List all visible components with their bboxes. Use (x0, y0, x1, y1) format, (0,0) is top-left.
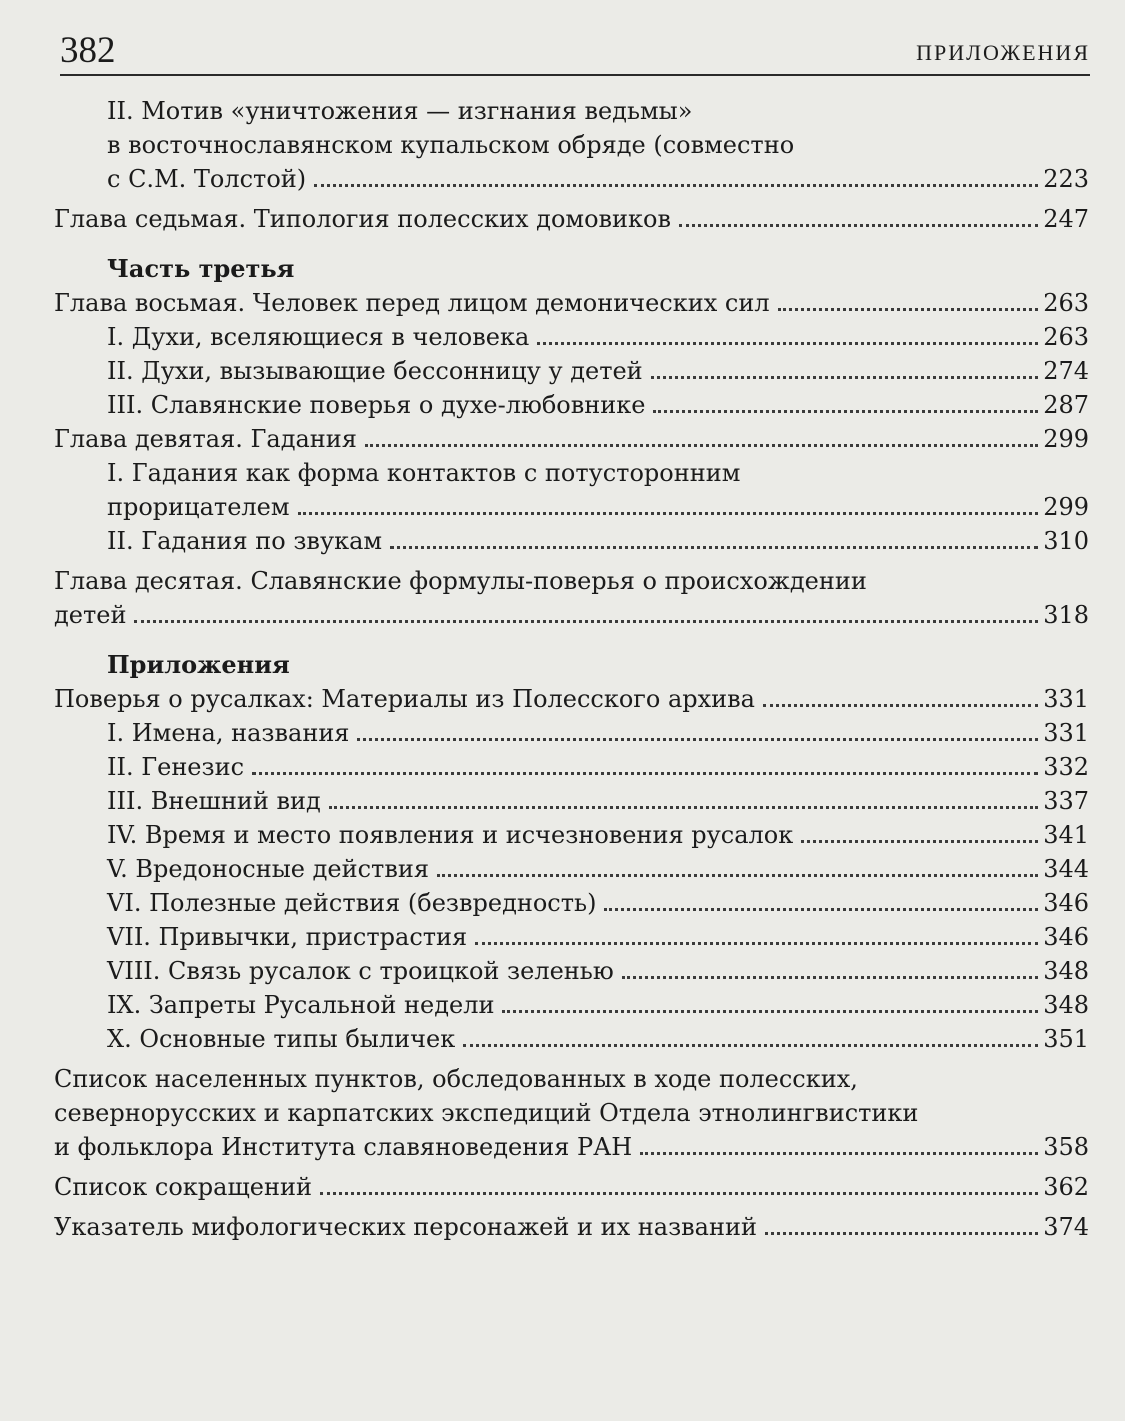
toc-entry (54, 886, 1089, 920)
toc-entry (54, 1022, 1089, 1056)
toc-page-number: 346 (1043, 923, 1089, 951)
dot-leader (640, 1152, 1038, 1155)
toc-page-number: 344 (1043, 855, 1089, 883)
dot-leader (679, 224, 1038, 227)
toc-entry-title: IX. Запреты Русальной недели (107, 991, 495, 1019)
toc-entry (54, 202, 1089, 236)
dot-leader (622, 976, 1038, 979)
toc-entry (54, 94, 1089, 196)
toc-entry-title: II. Гадания по звукам (107, 527, 383, 555)
toc-entry (54, 750, 1089, 784)
toc-entry (54, 286, 1089, 320)
page-number: 382 (60, 30, 116, 71)
dot-leader (357, 738, 1038, 741)
dot-leader (314, 184, 1038, 187)
toc-page-number: 247 (1043, 205, 1089, 233)
toc-page-number: 287 (1043, 391, 1089, 419)
toc-page-number: 348 (1043, 957, 1089, 985)
toc-entry-title: II. Генезис (107, 753, 245, 781)
toc-entry (54, 988, 1089, 1022)
toc-page-number: 346 (1043, 889, 1089, 917)
toc-entry-title: I. Имена, названия (107, 719, 350, 747)
toc-entry-title: III. Внешний вид (107, 787, 321, 815)
toc-entry (54, 818, 1089, 852)
running-title: ПРИЛОЖЕНИЯ (916, 40, 1090, 65)
dot-leader (537, 342, 1038, 345)
toc-page-number: 299 (1043, 493, 1089, 521)
toc-entry (54, 456, 1089, 524)
dot-leader (298, 512, 1039, 515)
dot-leader (778, 308, 1039, 311)
toc-entry-line: II. Мотив «уничтожения — изгнания ведьмы» (107, 97, 693, 125)
toc-entry-title: II. Духи, вызывающие бессонницу у детей (107, 357, 643, 385)
toc-entry (54, 388, 1089, 422)
toc-page-number: 274 (1043, 357, 1089, 385)
toc-entry (54, 1170, 1089, 1204)
page-header (60, 28, 1090, 76)
toc-entry (54, 716, 1089, 750)
toc-entry-title: детей (54, 601, 127, 629)
dot-leader (252, 772, 1038, 775)
dot-leader (651, 376, 1039, 379)
toc-page-number: 310 (1043, 527, 1089, 555)
dot-leader (463, 1044, 1038, 1047)
dot-leader (437, 874, 1038, 877)
dot-leader (365, 444, 1038, 447)
toc-entry-title: и фольклора Института славяноведения РАН (54, 1133, 633, 1161)
toc-page-number: 299 (1043, 425, 1089, 453)
section-heading: Часть третья (107, 254, 295, 283)
dot-leader (763, 704, 1038, 707)
toc-page-number: 263 (1043, 323, 1089, 351)
toc-entry-title: V. Вредоносные действия (107, 855, 429, 883)
toc-entry-title: IV. Время и место появления и исчезновения русалок (107, 821, 794, 849)
toc-page-number: 348 (1043, 991, 1089, 1019)
dot-leader (390, 546, 1038, 549)
toc-entry-title: VI. Полезные действия (безвредность) (107, 889, 597, 917)
dot-leader (475, 942, 1038, 945)
dot-leader (320, 1192, 1038, 1195)
toc-entry-title: Глава восьмая. Человек перед лицом демонических сил (54, 289, 770, 317)
toc-entry (54, 320, 1089, 354)
dot-leader (604, 908, 1038, 911)
toc-entry (54, 852, 1089, 886)
toc-entry (54, 524, 1089, 558)
dot-leader (329, 806, 1038, 809)
toc-entry-line: в восточнославянском купальском обряде (совместно (107, 131, 795, 159)
toc-entry-title: III. Славянские поверья о духе-любовнике (107, 391, 646, 419)
table-of-contents (54, 94, 1089, 1244)
toc-entry (54, 784, 1089, 818)
toc-page-number: 362 (1043, 1173, 1089, 1201)
toc-page-number: 263 (1043, 289, 1089, 317)
toc-page-number: 223 (1043, 165, 1089, 193)
toc-entry (54, 422, 1089, 456)
toc-page-number: 341 (1043, 821, 1089, 849)
toc-page-number: 332 (1043, 753, 1089, 781)
toc-page-number: 374 (1043, 1213, 1089, 1241)
dot-leader (653, 410, 1038, 413)
section-heading: Приложения (107, 650, 290, 679)
toc-entry-title: X. Основные типы быличек (107, 1025, 456, 1053)
toc-page-number: 351 (1043, 1025, 1089, 1053)
dot-leader (801, 840, 1038, 843)
toc-entry-title: Глава седьмая. Типология полесских домовиков (54, 205, 671, 233)
toc-entry-title: Список сокращений (54, 1173, 312, 1201)
toc-entry (54, 954, 1089, 988)
toc-entry (54, 1062, 1089, 1164)
toc-entry-title: с С.М. Толстой) (107, 165, 307, 193)
toc-entry-line: I. Гадания как форма контактов с потусторонним (107, 459, 741, 487)
toc-entry (54, 354, 1089, 388)
toc-page-number: 331 (1043, 719, 1089, 747)
toc-page-number: 331 (1043, 685, 1089, 713)
toc-entry (54, 682, 1089, 716)
toc-entry-title: I. Духи, вселяющиеся в человека (107, 323, 530, 351)
dot-leader (502, 1010, 1038, 1013)
toc-page-number: 318 (1043, 601, 1089, 629)
toc-entry (54, 1210, 1089, 1244)
toc-entry (54, 564, 1089, 632)
toc-page-number: 358 (1043, 1133, 1089, 1161)
toc-entry-title: прорицателем (107, 493, 290, 521)
toc-entry-line: севернорусских и карпатских экспедиций Отдела этнолингвистики (54, 1099, 919, 1127)
toc-entry-line: Глава десятая. Славянские формулы-поверья о происхождении (54, 567, 867, 595)
toc-entry-title: Поверья о русалках: Материалы из Полесского архива (54, 685, 755, 713)
toc-entry-title: VIII. Связь русалок с троицкой зеленью (107, 957, 614, 985)
dot-leader (765, 1232, 1038, 1235)
toc-entry-title: Указатель мифологических персонажей и их названий (54, 1213, 757, 1241)
toc-entry (54, 920, 1089, 954)
toc-entry-title: Глава девятая. Гадания (54, 425, 357, 453)
toc-page-number: 337 (1043, 787, 1089, 815)
toc-entry-line: Список населенных пунктов, обследованных в ходе полесских, (54, 1065, 858, 1093)
dot-leader (134, 620, 1038, 623)
toc-entry-title: VII. Привычки, пристрастия (107, 923, 468, 951)
